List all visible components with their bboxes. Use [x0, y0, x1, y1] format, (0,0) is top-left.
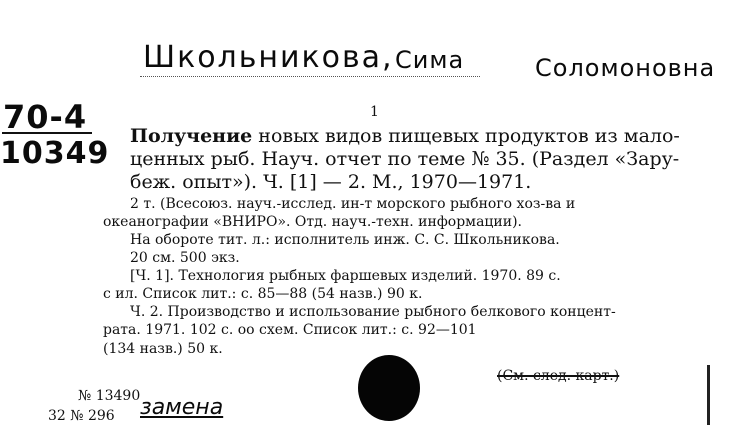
desc-line: рата. 1971. 102 с. оо схем. Список лит.: с. 92—101	[103, 322, 477, 338]
desc-line: (134 назв.) 50 к.	[103, 341, 223, 357]
stamp-number-1: № 13490	[78, 388, 141, 404]
desc-line: 20 см. 500 экз.	[130, 250, 240, 266]
title-rest: новых видов пищевых продуктов из мало-	[252, 125, 680, 147]
shelf-mark-line1: 70-4	[3, 98, 88, 136]
title-lead: Получение	[130, 125, 253, 147]
title-line-3: беж. опыт»). Ч. [1] — 2. М., 1970—1971.	[130, 171, 532, 193]
desc-line: 2 т. (Всесоюз. науч.-исслед. ин-т морского рыбного хоз-ва и	[130, 196, 576, 212]
desc-line: На обороте тит. л.: исполнитель инж. С. С. Школьникова.	[130, 232, 560, 248]
author-underline	[140, 76, 480, 77]
author-patronymic: Соломоновна	[535, 54, 716, 82]
see-next-card: (См. след. карт.)	[497, 368, 620, 384]
handwritten-note: замена	[140, 395, 224, 420]
title-line-2: ценных рыб. Науч. отчет по теме № 35. (Раздел «Зару-	[130, 148, 680, 170]
punch-hole	[358, 355, 420, 421]
title-line-1	[130, 125, 680, 147]
card-number: 1	[370, 104, 379, 120]
desc-line: океанографии «ВНИРО». Отд. науч.-техн. информации).	[103, 214, 522, 230]
author-surname: Школьникова,	[143, 40, 394, 75]
author-name: Сима	[395, 46, 465, 74]
shelf-mark-line2: 10349	[0, 136, 110, 171]
desc-line: Ч. 2. Производство и использование рыбного белкового концент-	[130, 304, 616, 320]
desc-line: с ил. Список лит.: с. 85—88 (54 назв.) 90 к.	[103, 286, 423, 302]
shelf-mark-rule	[2, 132, 92, 134]
edge-mark	[699, 365, 710, 425]
desc-line: [Ч. 1]. Технология рыбных фаршевых изделий. 1970. 89 с.	[130, 268, 561, 284]
stamp-number-2: 32 № 296	[48, 408, 115, 424]
